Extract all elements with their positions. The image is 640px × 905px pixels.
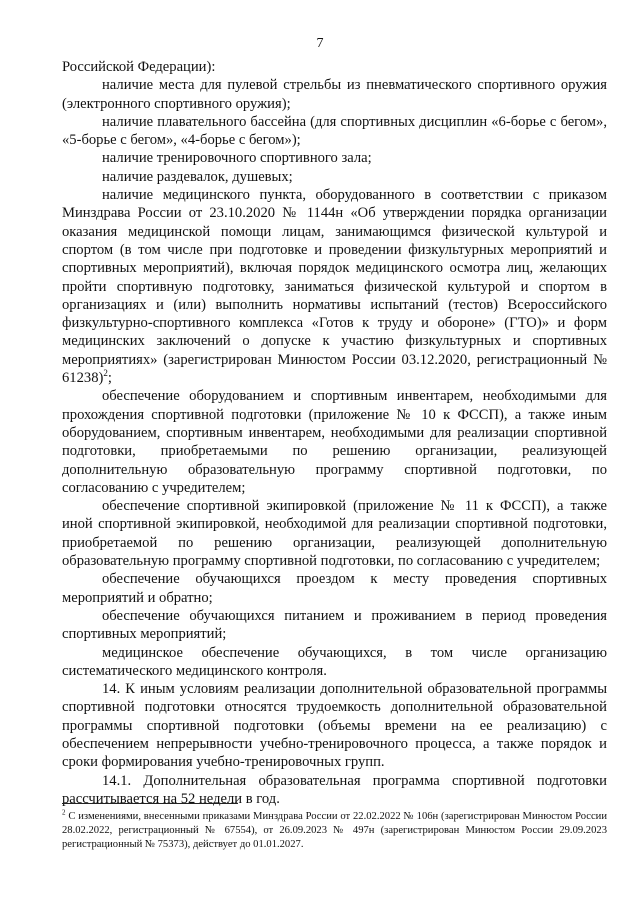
page-number: 7 (316, 36, 324, 51)
paragraph: обеспечение оборудованием и спортивным инвентарем, необходимыми для прохождения спортивной подготовки (приложение № 10 к ФССП), а также иным оборудованием, спортивным инвентарем, необходимыми для реализации спортивной подготовки, приобретаемыми по решению организации, реализующей дополнительную образовательную программу спортивной подготовки, по согласованию с учредителем; (62, 388, 607, 496)
paragraph: обеспечение обучающихся питанием и проживанием в период проведения спортивных мероприятий; (62, 607, 607, 643)
paragraph: наличие плавательного бассейна (для спортивных дисциплин «6-борье с бегом», «5-борье с бегом», «4-борье с бегом»); (62, 113, 607, 149)
document-body (62, 58, 607, 808)
paragraph-section-14-1: 14.1. Дополнительная образовательная программа спортивной подготовки рассчитывается на 52 недели в год. (62, 772, 607, 807)
paragraph-section-14: 14. К иным условиям реализации дополнительной образовательной программы спортивной подготовки относятся трудоемкость дополнительной образовательной программы спортивной подготовки (объемы времени на ее реализацию) с обеспечением непрерывности учебно-тренировочного процесса, а также порядок и сроки формирования учебно-тренировочных групп. (62, 681, 607, 771)
paragraph: медицинское обеспечение обучающихся, в том числе организацию систематического медицинского контроля. (62, 644, 607, 679)
paragraph-tail: ; (107, 370, 112, 387)
footnote-marker: 2 (62, 808, 66, 817)
paragraph: Российской Федерации): (62, 59, 216, 75)
paragraph-medical-point (62, 186, 607, 387)
footnote (62, 810, 607, 852)
paragraph: наличие места для пулевой стрельбы из пневматического спортивного оружия (электронного спортивного оружия); (62, 77, 607, 112)
footnote-text: С изменениями, внесенными приказами Минздрава России от 22.02.2022 № 106н (зарегистрирован Минюстом России 28.02.2022, регистрационный № 67554), от 26.09.2023 № 497н (зарегистрирован Минюстом России 29.09.2023 регистрационный № 75373), действует до 01.01.2027. (62, 811, 607, 850)
paragraph: обеспечение обучающихся проездом к месту проведения спортивных мероприятий и обратно; (62, 571, 607, 606)
paragraph: наличие тренировочного спортивного зала; (102, 150, 372, 167)
paragraph: обеспечение спортивной экипировкой (приложение № 11 к ФССП), а также иной спортивной экипировкой, необходимой для реализации спортивной подготовки, приобретаемой по решению организации, реализующей дополнительную образовательную программу спортивной подготовки, по согласованию с учредителем; (62, 498, 607, 570)
footnote-divider (62, 803, 238, 804)
footnote-reference[interactable]: 2 (103, 368, 108, 379)
paragraph: наличие раздевалок, душевых; (102, 168, 293, 185)
paragraph-text: наличие медицинского пункта, оборудованного в соответствии с приказом Минздрава России от 23.10.2020 № 1144н «Об утверждении порядка организации оказания медицинской помощи лицам, занимающимся физической культурой и спортом (в том числе при подготовке и проведении физкультурных мероприятий и спортивных мероприятий), включая порядок медицинского осмотра лиц, желающих пройти спортивную подготовку, заниматься физической культурой и спортом в организациях и (или) выполнить нормативы испытаний (тестов) Всероссийского физкультурно-спортивного комплекса «Готов к труду и обороне» (ГТО)» и форм медицинских заключений о допуске к участию физкультурных и спортивных мероприятиях» (зарегистрирован Минюстом России 03.12.2020, регистрационный № 61238) (62, 187, 607, 387)
